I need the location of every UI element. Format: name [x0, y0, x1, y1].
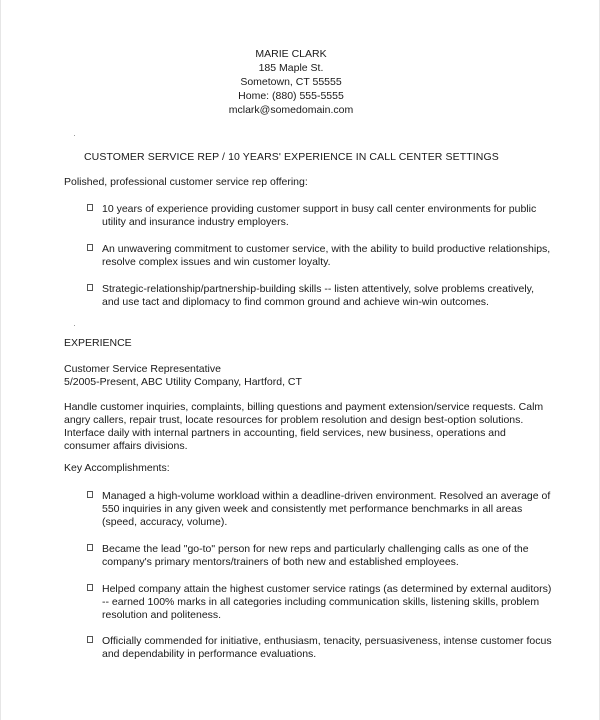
- summary-bullet: [84, 243, 554, 269]
- accomplishment-text: Managed a high-volume workload within a deadline-driven environment. Resolved an average of 550 inquiries in any given week and consistently met performance benchmarks in all areas (speed, accuracy, volume).: [102, 490, 551, 528]
- bullet-box-icon: [87, 284, 93, 291]
- accomplishments-title: Key Accomplishments:: [64, 462, 170, 474]
- separator-dot: [74, 135, 75, 136]
- summary-bullet: [84, 283, 554, 309]
- separator-dot: [74, 325, 75, 326]
- bullet-box-icon: [87, 244, 93, 251]
- bullet-box-icon: [87, 584, 93, 591]
- summary-bullet: [84, 203, 554, 229]
- accomplishment-text: Helped company attain the highest customer service ratings (as determined by external auditors) -- earned 100% marks in all categories including communication skills, listening skills, problem resolution and politeness.: [102, 583, 552, 621]
- resume-headline: CUSTOMER SERVICE REP / 10 YEARS' EXPERIENCE IN CALL CENTER SETTINGS: [84, 151, 499, 163]
- job-dates-employer: 5/2005-Present, ABC Utility Company, Hartford, CT: [64, 376, 302, 388]
- contact-city: Sometown, CT 55555: [240, 76, 342, 88]
- accomplishment-text: Officially commended for initiative, enthusiasm, tenacity, persuasiveness, intense customer focus and dependability in performance evaluations.: [102, 635, 552, 660]
- summary-bullet-text: 10 years of experience providing customer support in busy call center environments for public utility and insurance industry employers.: [102, 203, 537, 228]
- accomplishment-item: [84, 543, 554, 569]
- contact-email: mclark@somedomain.com: [228, 104, 354, 116]
- summary-bullet-text: Strategic-relationship/partnership-building skills -- listen attentively, solve problems creatively, and use tact and diplomacy to find common ground and achieve win-win outcomes.: [102, 283, 535, 308]
- contact-street: 185 Maple St.: [258, 62, 324, 74]
- summary-intro: Polished, professional customer service rep offering:: [64, 176, 308, 188]
- contact-header: [1, 47, 581, 117]
- experience-section-title: EXPERIENCE: [64, 337, 132, 349]
- summary-bullet-text: An unwavering commitment to customer service, with the ability to build productive relationships, resolve complex issues and win customer loyalty.: [102, 243, 551, 268]
- accomplishment-item: [84, 635, 554, 661]
- bullet-box-icon: [87, 491, 93, 498]
- accomplishment-item: [84, 490, 554, 529]
- job-description: Handle customer inquiries, complaints, billing questions and payment extension/service requests. Calm angry callers, repair trust, locate resources for problem resolution and design best-option solutions. Interface daily with internal partners in accounting, field services, new business, operations and consumer affairs divisions.: [64, 401, 544, 452]
- contact-phone: Home: (880) 555-5555: [238, 90, 344, 102]
- job-title: Customer Service Representative: [64, 363, 221, 375]
- contact-name: MARIE CLARK: [255, 48, 327, 60]
- accomplishment-item: [84, 583, 554, 622]
- accomplishment-text: Became the lead "go-to" person for new reps and particularly challenging calls as one of the company's primary mentors/trainers of both new and established employees.: [102, 543, 529, 568]
- bullet-box-icon: [87, 544, 93, 551]
- bullet-box-icon: [87, 636, 93, 643]
- bullet-box-icon: [87, 204, 93, 211]
